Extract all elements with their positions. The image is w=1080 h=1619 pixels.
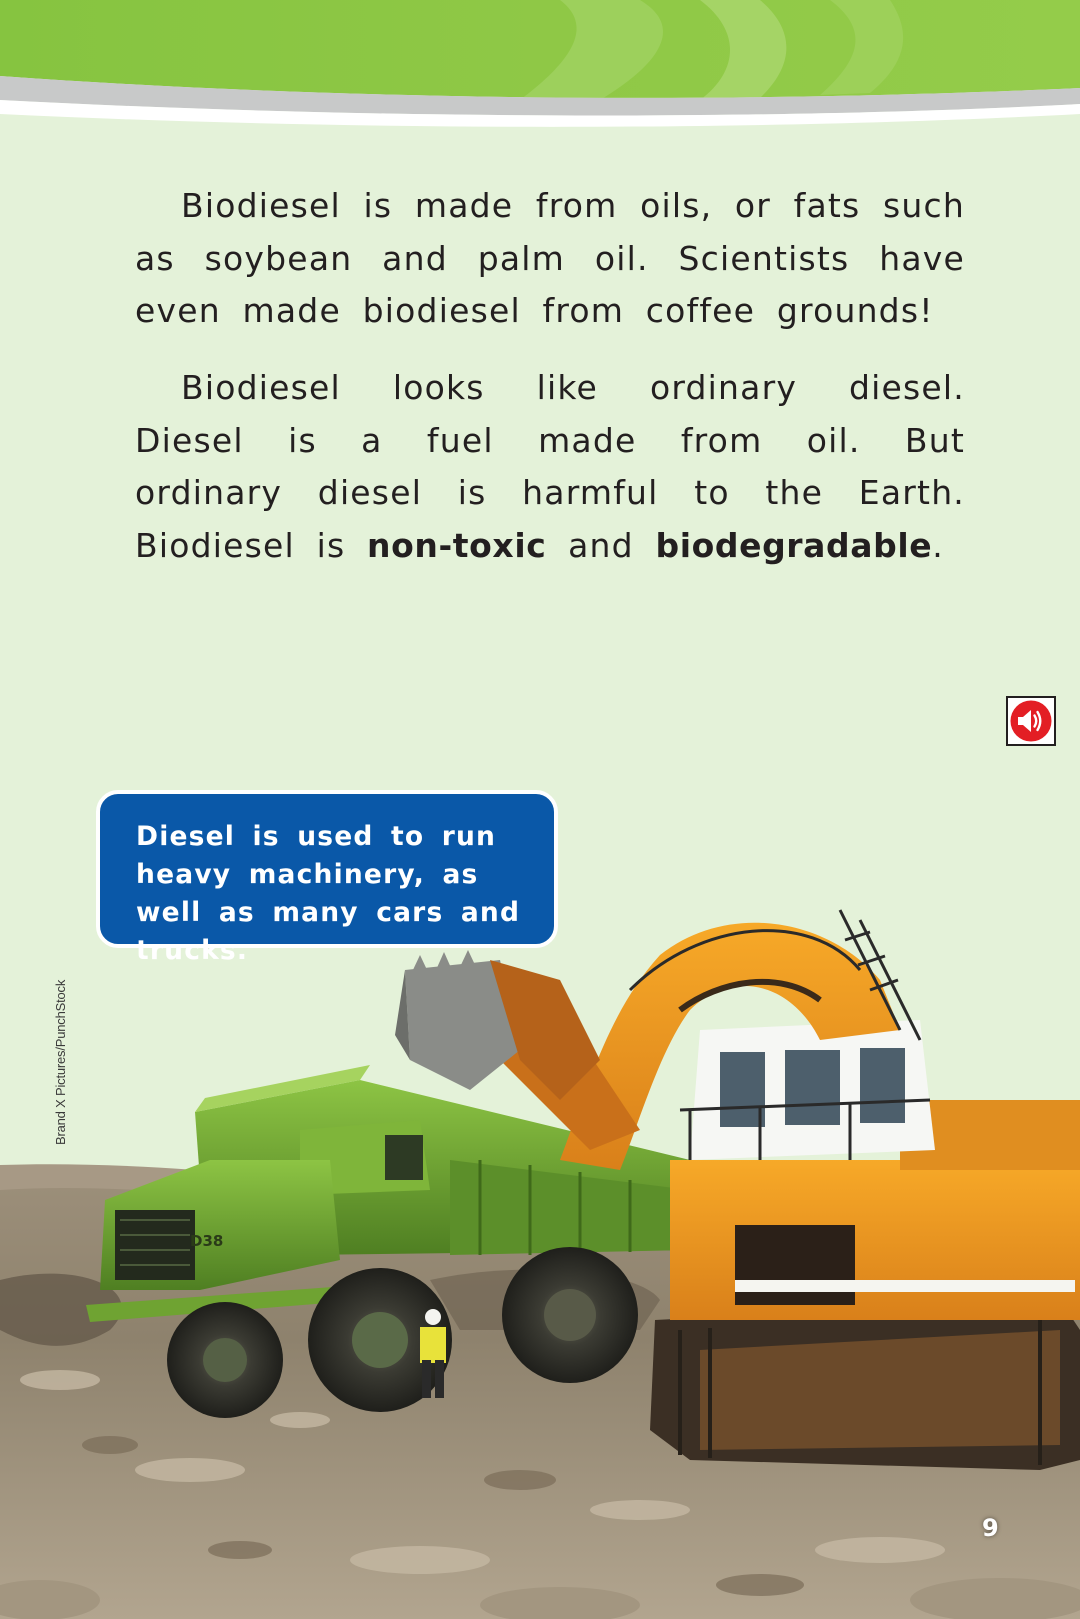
mining-machinery-photo [0,860,1080,1619]
truck-label: D38 [190,1232,224,1250]
paragraph-2-connector: and [546,525,656,565]
paragraph-1 [135,180,965,338]
paragraph-2 [135,362,965,572]
paragraph-2-end: . [932,525,944,565]
term-non-toxic[interactable]: non-toxic [367,525,547,565]
paragraph-2-text: Biodiesel looks like ordinary diesel. Diesel is a fuel made from oil. But ordinary diesel is harmful to the Earth. Biodiesel is [135,368,965,565]
header-banner [0,0,1080,140]
paragraph-1-text: Biodiesel is made from oils, or fats such as soybean and palm oil. Scientists have even made biodiesel from coffee grounds! [135,186,965,330]
page-number: 9 [982,1514,999,1542]
photo-caption: Diesel is used to run heavy machinery, as well as many cars and trucks. [96,790,558,948]
photo-credit: Brand X Pictures/PunchStock [53,979,68,1145]
audio-button[interactable] [1006,696,1056,746]
speaker-icon [1009,699,1053,743]
term-biodegradable[interactable]: biodegradable [655,525,933,565]
